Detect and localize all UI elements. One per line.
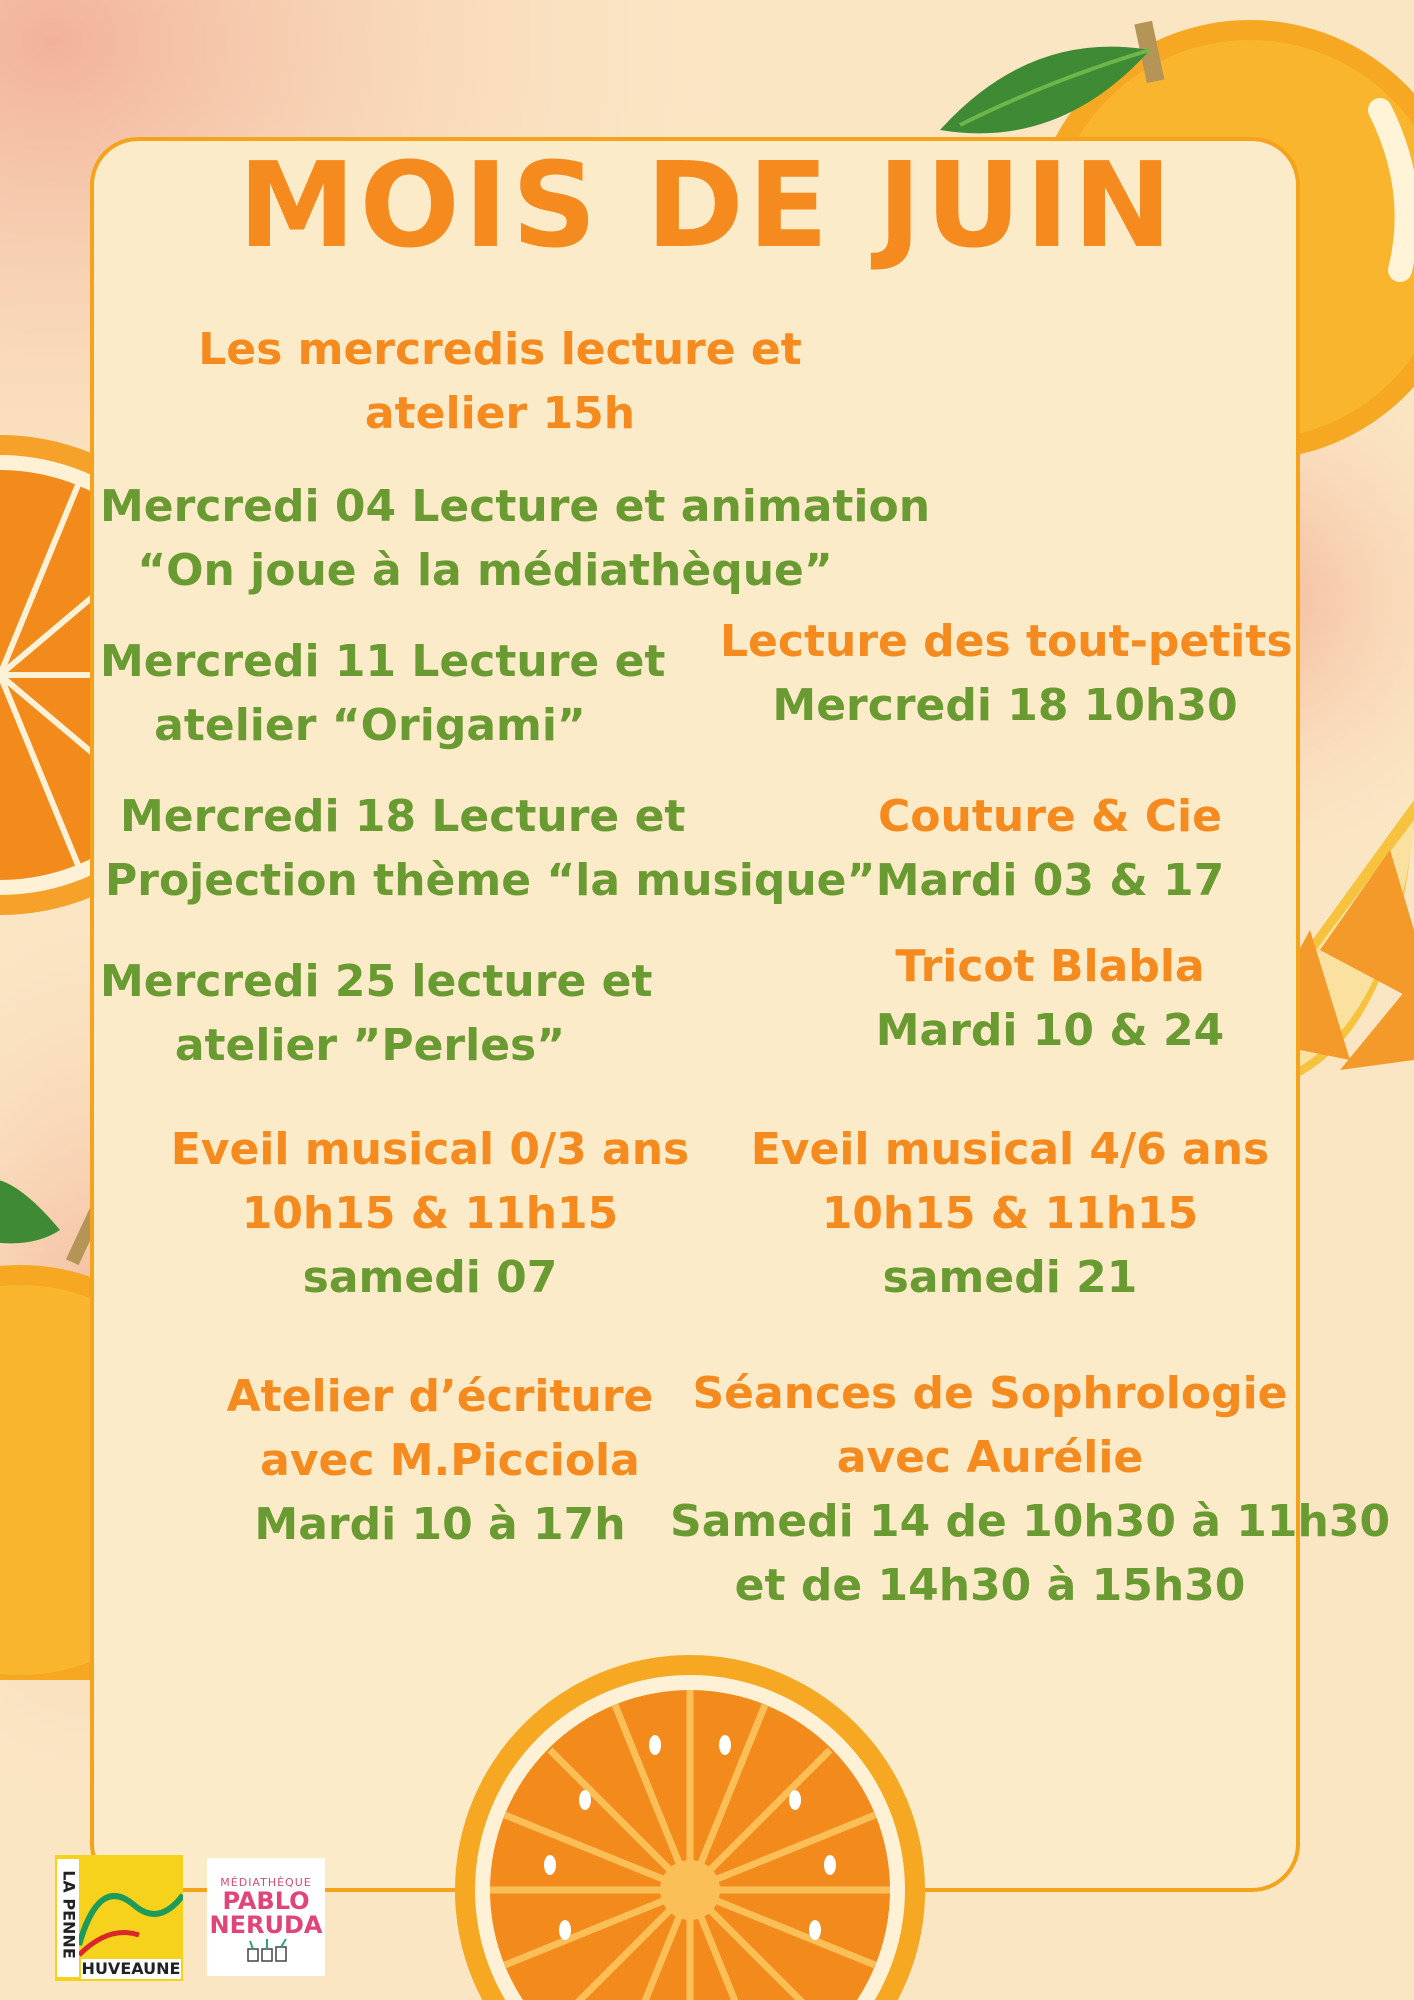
block-sophrology [670,1362,1391,1618]
block-sewing [850,785,1250,913]
block-line: Mardi 10 & 24 [875,1005,1225,1056]
block-line: atelier 15h [364,388,636,439]
block-line: Mardi 03 & 17 [875,855,1225,906]
logo-city-bottom: HUVEAUNE [81,1959,181,1978]
plants-icon [236,1937,296,1963]
logo-lib-name2: NERUDA [209,1911,323,1939]
block-line: avec M.Picciola [260,1435,640,1486]
logo-swoosh-icon [79,1865,183,1961]
block-line: Eveil musical 0/3 ans [170,1124,690,1175]
block-line: Couture & Cie [878,791,1222,842]
block-line: Lecture des tout-petits [720,616,1293,667]
block-wednesday-25 [100,950,653,1078]
block-music-0-3 [160,1118,700,1310]
block-line: Eveil musical 4/6 ans [750,1124,1270,1175]
block-line: 10h15 & 11h15 [821,1188,1199,1239]
block-line: Samedi 14 de 10h30 à 11h30 [670,1496,1391,1547]
block-wednesday-04 [100,475,931,603]
block-line: atelier ”Perles” [174,1020,566,1071]
block-line: Mercredi 25 lecture et [100,956,653,1007]
block-line: avec Aurélie [836,1432,1144,1483]
block-writing-workshop [205,1365,675,1557]
block-line: samedi 21 [882,1252,1138,1303]
block-line: Mercredi 18 Lecture et [120,791,686,842]
block-line: samedi 07 [302,1252,558,1303]
block-wednesday-18 [105,785,876,913]
block-line: Mercredi 11 Lecture et [100,636,666,687]
block-toddler-reading [720,610,1293,738]
block-line: “On joue à la médiathèque” [137,545,833,596]
block-line: Mercredi 18 10h30 [772,680,1238,731]
block-music-4-6 [740,1118,1280,1310]
mediatheque-pablo-neruda-logo [207,1858,325,1976]
la-penne-huveaune-logo [55,1855,183,1981]
page-title: MOIS DE JUIN [238,136,1176,274]
block-line: 10h15 & 11h15 [241,1188,619,1239]
block-line: Projection thème “la musique” [105,855,876,906]
block-knitting [850,935,1250,1063]
block-wednesday-reading [160,318,840,446]
logo-city-vertical: LA PENNE [59,1870,79,1959]
block-wednesday-11 [100,630,666,758]
logo-lib-name1: PABLO [222,1887,310,1915]
block-line: Séances de Sophrologie [692,1368,1288,1419]
orange-slice-left-illustration [0,430,100,920]
block-line: Atelier d’écriture [226,1371,654,1422]
block-line: Les mercredis lecture et [198,324,802,375]
block-line: atelier “Origami” [154,700,586,751]
orange-slice-bottom-overlay [455,1650,925,2000]
logo-lib-top: MÉDIATHÈQUE [220,1876,312,1889]
block-line: Tricot Blabla [895,941,1205,992]
block-line: et de 14h30 à 15h30 [734,1560,1246,1611]
block-line: Mercredi 04 Lecture et animation [100,481,931,532]
block-line: Mardi 10 à 17h [254,1499,626,1550]
